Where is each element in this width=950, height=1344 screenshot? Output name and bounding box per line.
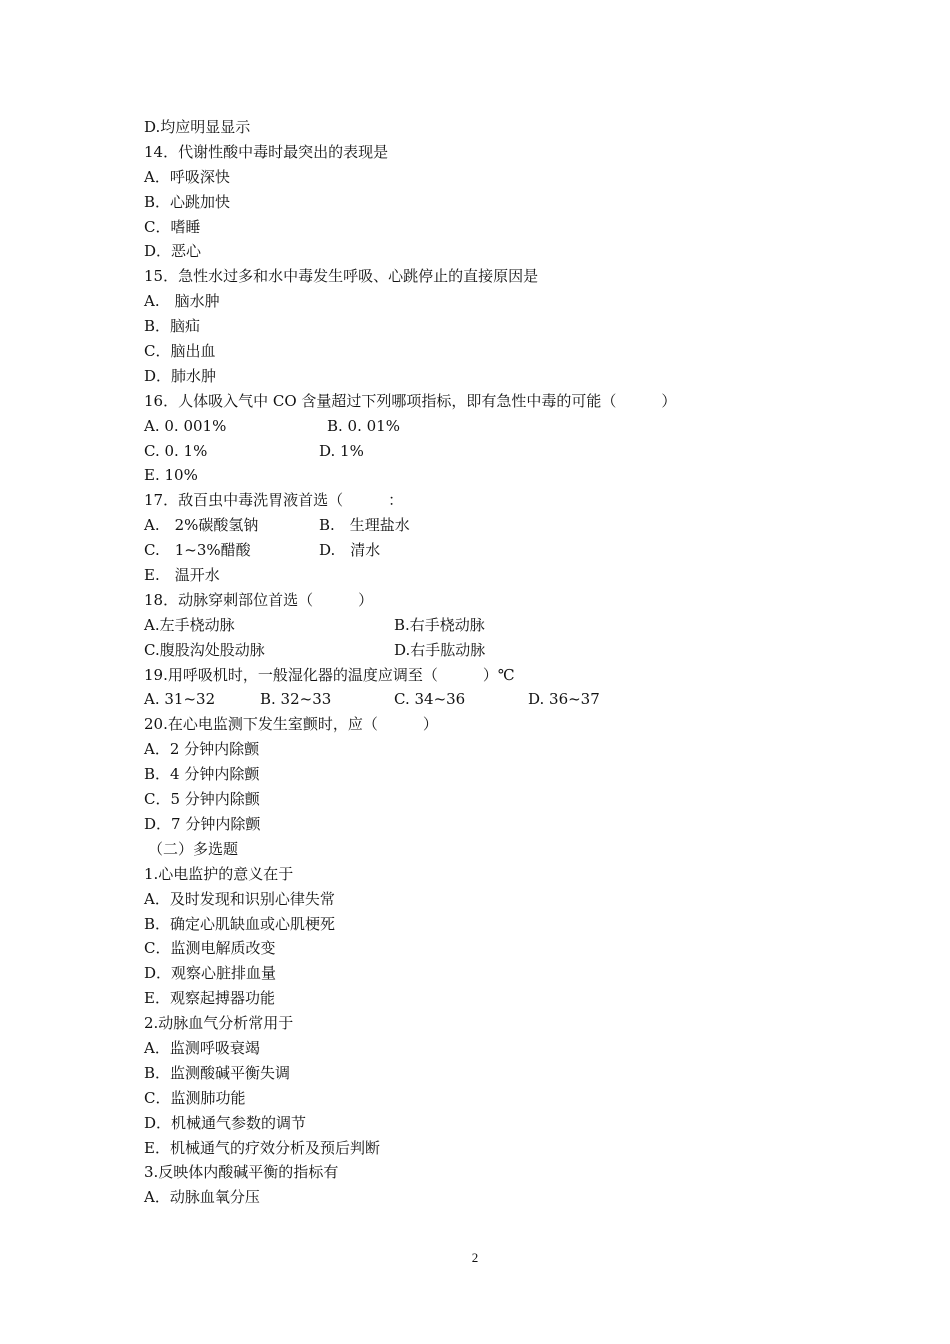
option-row (144, 414, 864, 439)
option-c: C.腹股沟处股动脉 (144, 640, 265, 659)
option-c: C. 0. 1% (144, 441, 208, 460)
option-row (144, 439, 864, 464)
option-line: D．肺水肿 (144, 366, 217, 385)
option-line: C．嗜睡 (144, 217, 201, 236)
question-17: 17．敌百虫中毒洗胃液首选（ ： (144, 491, 404, 510)
option-line: D．观察心脏排血量 (144, 964, 277, 983)
option-b: B. 生理盐水 (319, 516, 410, 535)
option-row (144, 538, 864, 563)
option-b: B. 32~33 (260, 690, 332, 709)
option-row (144, 638, 864, 663)
option-d: D.右手肱动脉 (394, 640, 486, 659)
option-row (144, 613, 864, 638)
option-line: B．确定心肌缺血或心肌梗死 (144, 914, 336, 933)
option-line: C．5 分钟内除颤 (144, 790, 260, 809)
option-line: B．监测酸碱平衡失调 (144, 1063, 291, 1082)
option-b: B.右手桡动脉 (394, 615, 485, 634)
question-19: 19.用呼吸机时，一般湿化器的温度应调至（ ）℃ (144, 665, 515, 684)
question-18: 18．动脉穿刺部位首选（ ） (144, 590, 374, 609)
option-line: C．监测肺功能 (144, 1088, 246, 1107)
option-b: B. 0. 01% (327, 416, 400, 435)
option-line: A．及时发现和识别心律失常 (144, 889, 335, 908)
option-line: A．呼吸深快 (144, 167, 230, 186)
multi-question-1: 1.心电监护的意义在于 (144, 864, 294, 883)
option-line: E．机械通气的疗效分析及预后判断 (144, 1138, 380, 1157)
option-line: B．心跳加快 (144, 192, 231, 211)
option-d: D. 清水 (319, 541, 381, 560)
option-a: A.左手桡动脉 (144, 615, 235, 634)
option-line: D．机械通气参数的调节 (144, 1113, 307, 1132)
option-c: C. 1~3%醋酸 (144, 541, 251, 560)
option-line: A．动脉血氧分压 (144, 1188, 260, 1207)
text-line: D.均应明显显示 (144, 118, 251, 136)
multi-question-3: 3.反映体内酸碱平衡的指标有 (144, 1163, 339, 1182)
option-row (144, 687, 864, 712)
option-line: D．7 分钟内除颤 (144, 814, 261, 833)
option-e: E. 温开水 (144, 566, 220, 585)
option-line: D．恶心 (144, 242, 202, 261)
page-number: 2 (471, 1250, 479, 1265)
section-heading: （二）多选题 (148, 839, 239, 858)
option-line: B．4 分钟内除颤 (144, 765, 260, 784)
option-line: A．监测呼吸衰竭 (144, 1038, 260, 1057)
option-line: C．监测电解质改变 (144, 939, 276, 958)
option-line: A. 脑水肿 (144, 292, 220, 311)
option-line: E．观察起搏器功能 (144, 989, 275, 1008)
multi-question-2: 2.动脉血气分析常用于 (144, 1014, 294, 1033)
option-row (144, 563, 864, 588)
option-line: A．2 分钟内除颤 (144, 740, 260, 759)
option-c: C. 34~36 (394, 690, 466, 709)
option-a: A. 2%碳酸氢钠 (144, 516, 259, 535)
question-20: 20.在心电监测下发生室颤时，应（ ） (144, 715, 438, 734)
option-d: D. 36~37 (528, 690, 600, 709)
question-15: 15．急性水过多和水中毒发生呼吸、心跳停止的直接原因是 (144, 267, 539, 286)
option-row (144, 513, 864, 538)
option-e: E. 10% (144, 466, 198, 485)
option-d: D. 1% (319, 441, 364, 460)
option-line: B．脑疝 (144, 317, 201, 336)
option-row (144, 463, 864, 488)
option-line: C．脑出血 (144, 342, 216, 361)
option-a: A. 31~32 (144, 690, 216, 709)
option-a: A. 0. 001% (144, 416, 227, 435)
question-14: 14．代谢性酸中毒时最突出的表现是 (144, 142, 389, 161)
question-16: 16．人体吸入气中 CO 含量超过下列哪项指标，即有急性中毒的可能（ ） (144, 391, 677, 410)
question-list (144, 115, 864, 1210)
